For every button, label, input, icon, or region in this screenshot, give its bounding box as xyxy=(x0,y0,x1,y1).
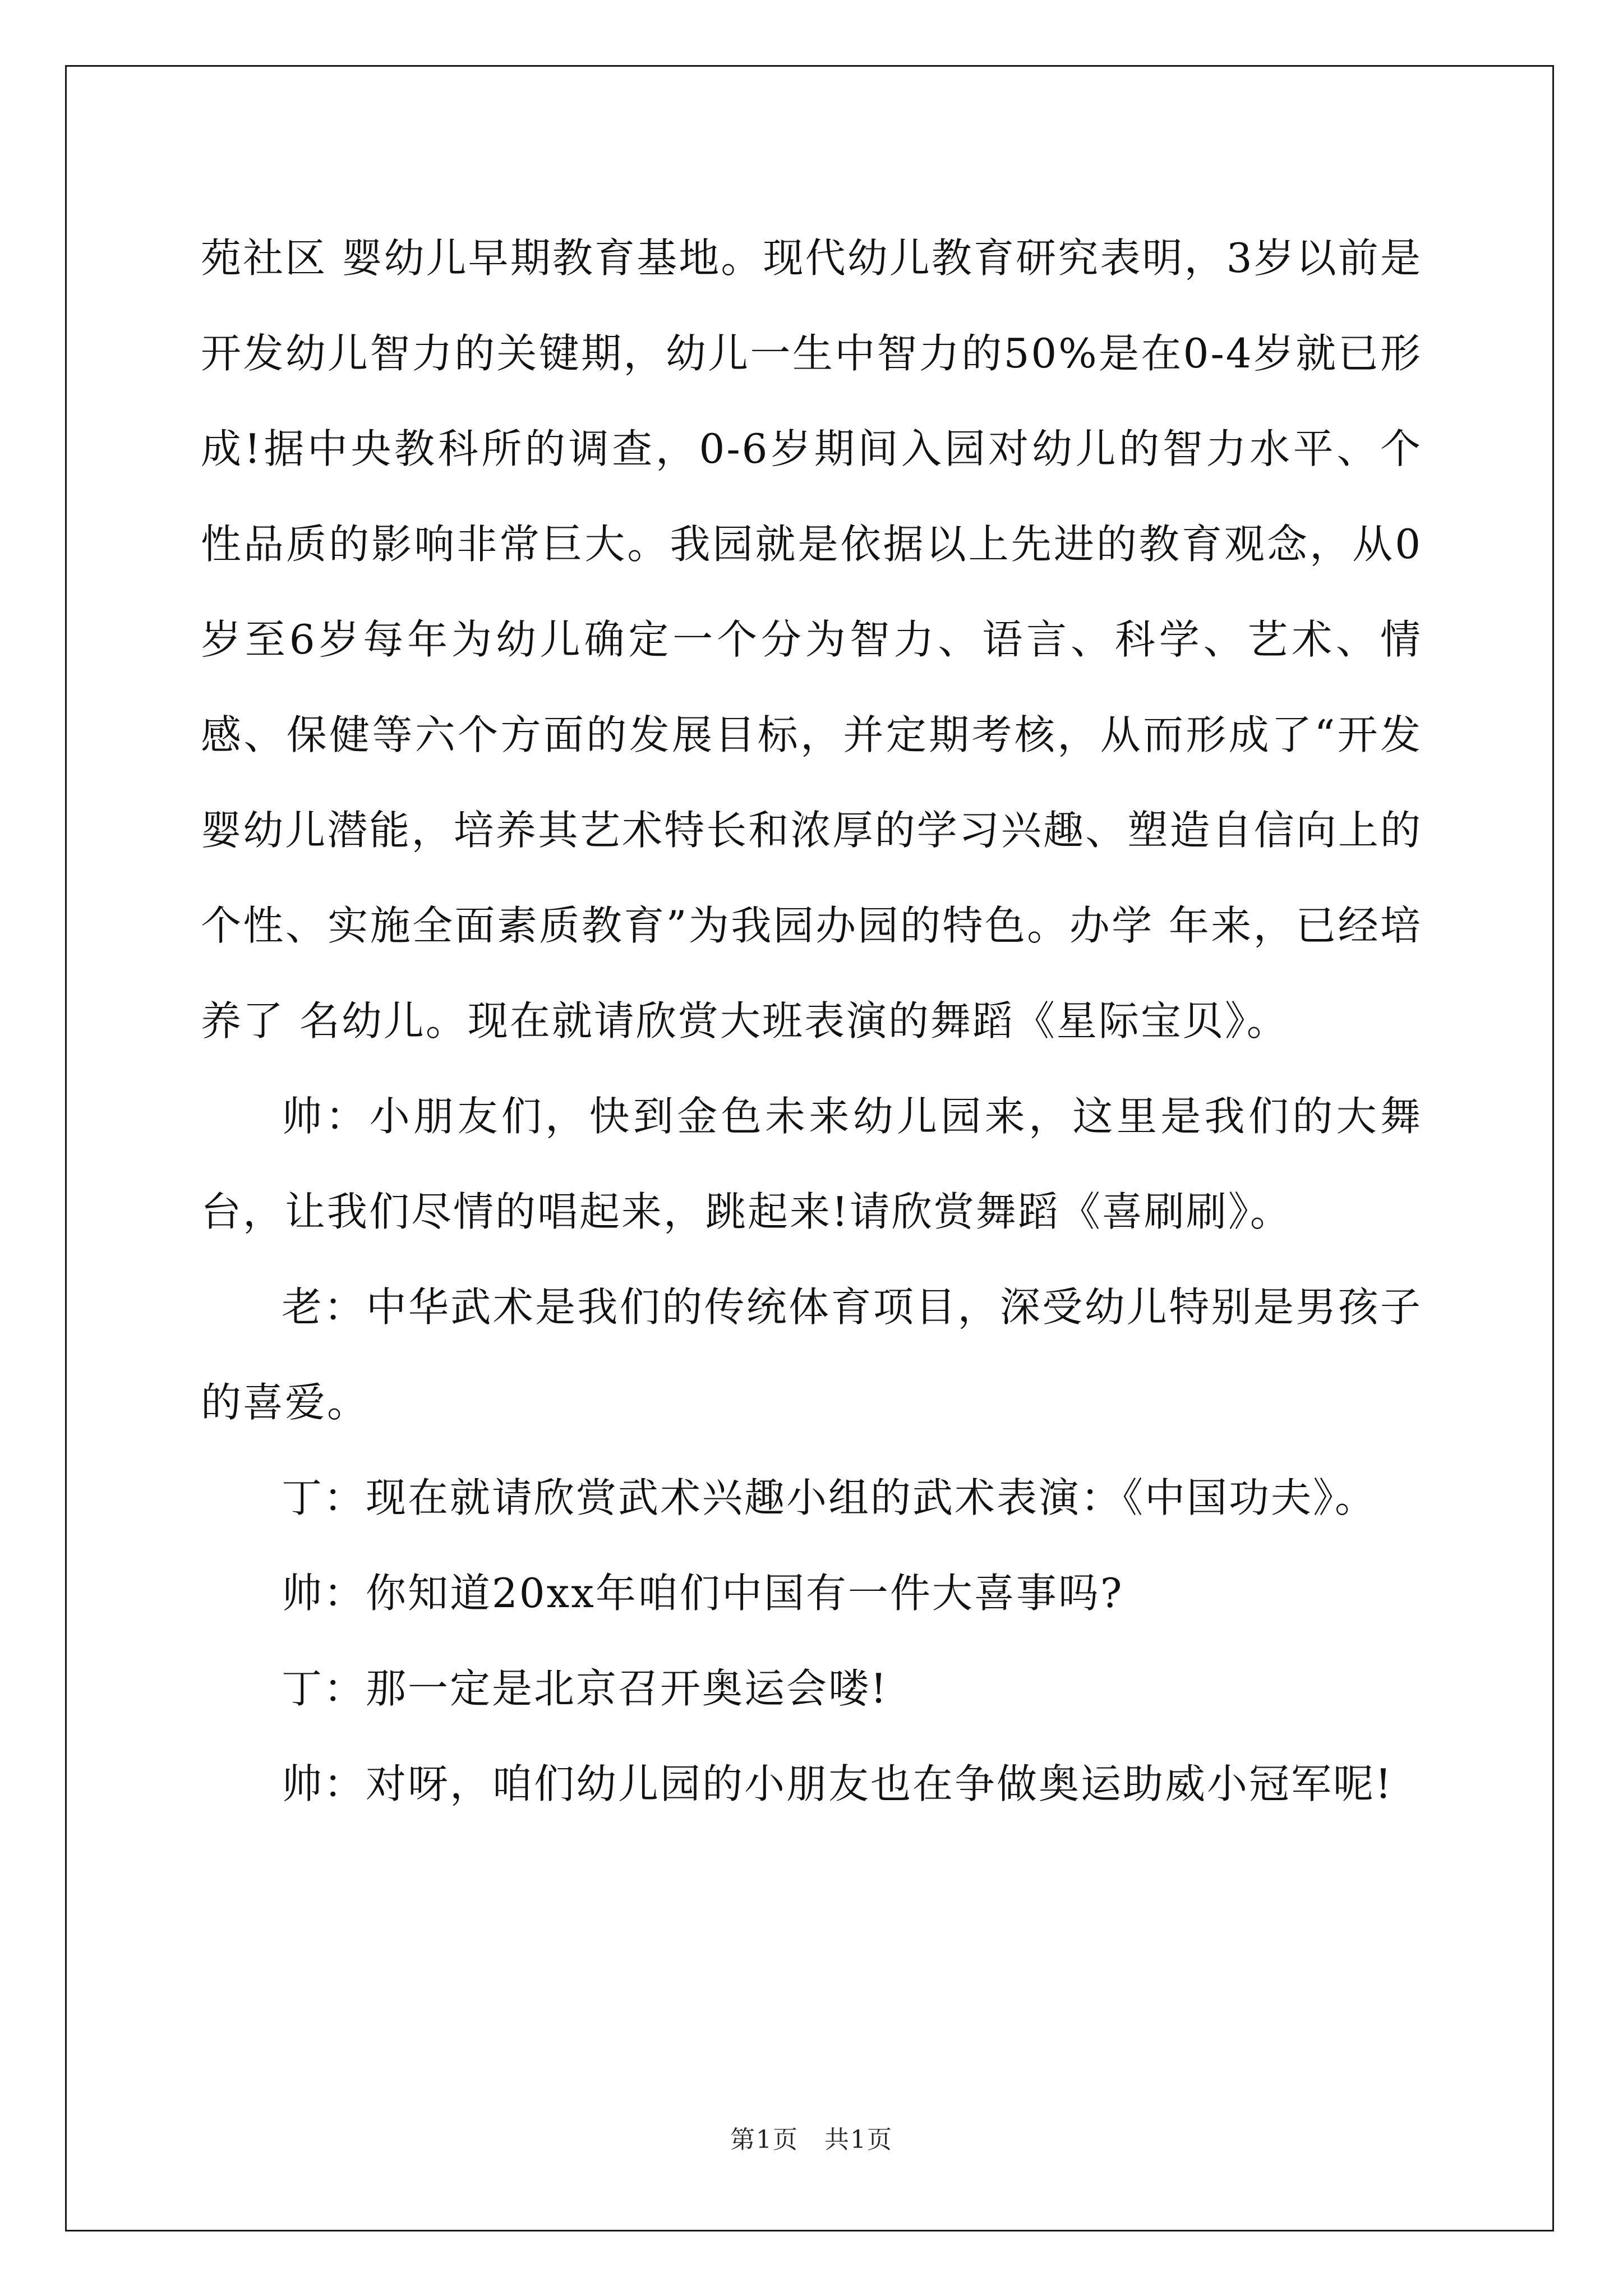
paragraph-ding-kungfu: 丁：现在就请欣赏武术兴趣小组的武术表演：《中国功夫》。 xyxy=(282,1474,1377,1521)
paragraph-lao-wushu: 老：中华武术是我们的传统体育项目，深受幼儿特别是男孩子的喜爱。 xyxy=(201,1283,1422,1426)
paragraph-intro: 苑社区 婴幼儿早期教育基地。现代幼儿教育研究表明，3岁以前是开发幼儿智力的关键期，幼儿一生中智力的50%是在0-4岁就已形成!据中央教科所的调查，0-6岁期间入园对幼儿的智力水平、个性品质的影响非常巨大。我园就是依据以上先进的教育观念，从0岁至6岁每年为幼儿确定一个分为智力、语言、科学、艺术、情感、保健等六个方面的发展目标，并定期考核，从而形成了“开发婴幼儿潜能，培养其艺术特长和浓厚的学习兴趣、塑造自信向上的个性、实施全面素质教育”为我园办园的特色。办学 年来，已经培养了 名幼儿。现在就请欣赏大班表演的舞蹈《星际宝贝》。 xyxy=(201,234,1422,1045)
paragraph-shuai-question: 帅：你知道20xx年咱们中国有一件大喜事吗? xyxy=(282,1570,1124,1617)
page-number-footer: 第1页 共1页 xyxy=(730,2125,893,2154)
document-body xyxy=(201,210,1422,1832)
paragraph-shuai-dance: 帅：小朋友们，快到金色未来幼儿园来，这里是我们的大舞台，让我们尽情的唱起来，跳起来!请欣赏舞蹈《喜刷刷》。 xyxy=(201,1093,1422,1235)
paragraph-shuai-champion: 帅：对呀，咱们幼儿园的小朋友也在争做奥运助威小冠军呢! xyxy=(282,1760,1393,1807)
paragraph-ding-olympics: 丁：那一定是北京召开奥运会喽! xyxy=(282,1665,888,1712)
